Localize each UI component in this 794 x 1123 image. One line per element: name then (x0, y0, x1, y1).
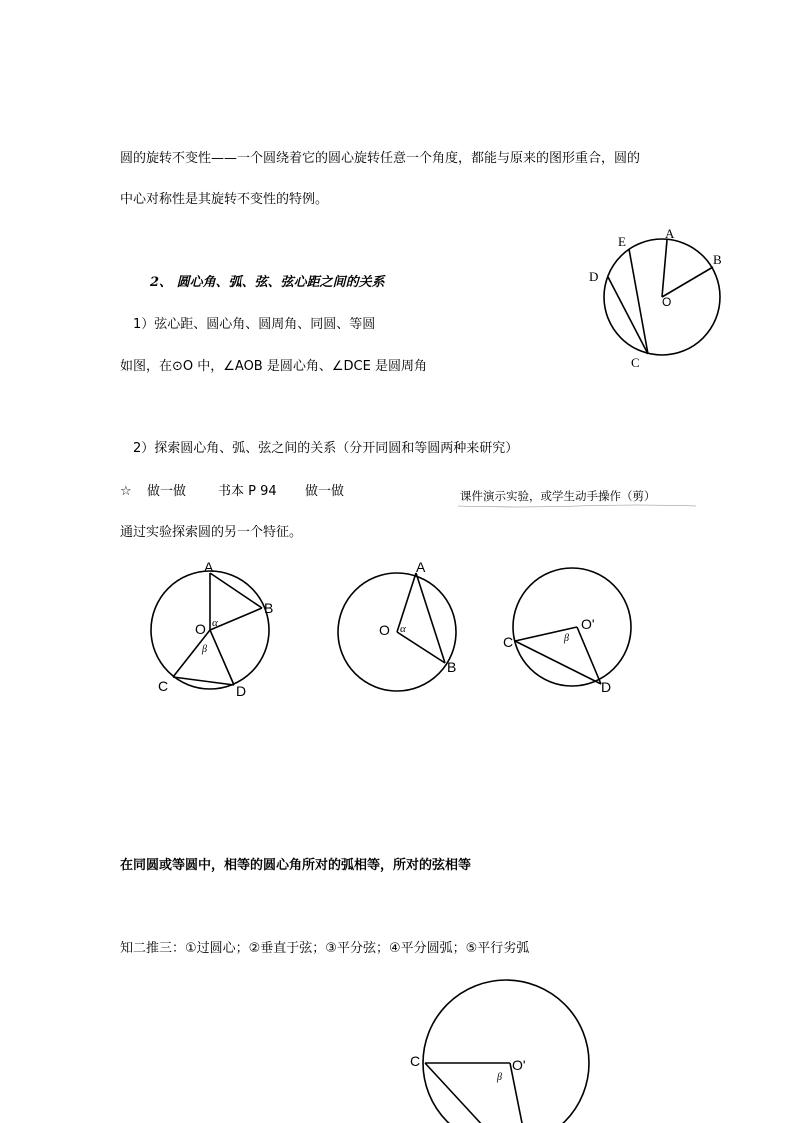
radius-od-3 (577, 627, 601, 684)
label-b-2: B (447, 659, 457, 675)
label-c-3: C (503, 634, 514, 650)
figure-3-equal-circle (500, 560, 650, 700)
label-beta-1: β (202, 644, 207, 655)
rotation-line-1: 圆的旋转不变性——一个圆绕着它的圆心旋转任意一个角度，都能与原来的图形重合，圆的 (120, 151, 641, 166)
radius-ob (662, 267, 713, 297)
label-c-bottom: C (410, 1053, 421, 1069)
activity-label-1: 做一做 (147, 484, 187, 499)
inference-list: 知二推三：①过圆心；②垂直于弦；③平分弦；④平分圆弧；⑤平行劣弧 (120, 941, 530, 956)
rotation-line-2: 中心对称性是其旋转不变性的特例。 (120, 192, 329, 207)
radius-ob-1 (210, 608, 262, 630)
label-d-1: D (236, 683, 247, 699)
label-a-1: A (204, 559, 214, 575)
label-alpha-2: α (400, 623, 406, 635)
item-1: 1）弦心距、圆心角、圆周角、同圆、等圆 (133, 317, 376, 332)
chord-cd-bottom (425, 1063, 485, 1123)
figure-2-circle (330, 560, 470, 690)
item-2: 2）探索圆心角、弧、弦之间的关系（分开同圆和等圆两种来研究） (133, 441, 519, 456)
radius-ob-2 (397, 632, 445, 663)
chord-cd (608, 277, 648, 354)
label-a: A (665, 226, 675, 241)
circle-bottom (423, 980, 589, 1123)
item-1-description: 如图，在⊙O 中，∠AOB 是圆心角、∠DCE 是圆周角 (120, 359, 427, 374)
label-c-1: C (158, 678, 169, 694)
chord-ce (629, 249, 648, 354)
label-a-2: A (416, 559, 426, 575)
section-heading: 2、 圆心角、弧、弦、弦心距之间的关系 (150, 275, 385, 290)
figure-1-same-circle (140, 560, 290, 705)
label-d-3: D (601, 679, 612, 695)
radius-od-1 (210, 630, 234, 685)
label-alpha-1: α (212, 617, 218, 629)
label-o-prime-bottom: O' (512, 1057, 526, 1073)
circle-3 (513, 568, 631, 686)
label-d: D (589, 269, 599, 284)
star-icon: ☆ (120, 484, 132, 499)
label-e: E (618, 234, 626, 249)
radius-oa (662, 240, 667, 297)
label-beta-bottom: β (497, 1072, 502, 1083)
figure-circle-angles (580, 220, 740, 380)
courseware-note: 课件演示实验，或学生动手操作（剪） (460, 489, 656, 503)
label-b: B (713, 252, 722, 267)
chord-cd-3 (515, 641, 601, 684)
label-o-prime-3: O' (581, 616, 595, 632)
figure-bottom-circle (405, 978, 605, 1123)
label-c: C (631, 355, 640, 370)
label-beta-3: β (564, 633, 569, 644)
label-o-1: O (195, 621, 206, 637)
book-reference: 书本 P 94 (218, 484, 277, 499)
label-o: O (662, 295, 672, 309)
label-o-2: O (379, 622, 390, 638)
chord-ab-2 (416, 573, 445, 663)
theorem-statement: 在同圆或等圆中，相等的圆心角所对的弧相等，所对的弦相等 (120, 858, 472, 873)
chord-cd-1 (173, 677, 234, 685)
label-b-1: B (264, 600, 274, 616)
explore-text: 通过实验探索圆的另一个特征。 (120, 525, 303, 540)
activity-label-2: 做一做 (305, 484, 345, 499)
note-underline (458, 504, 698, 510)
